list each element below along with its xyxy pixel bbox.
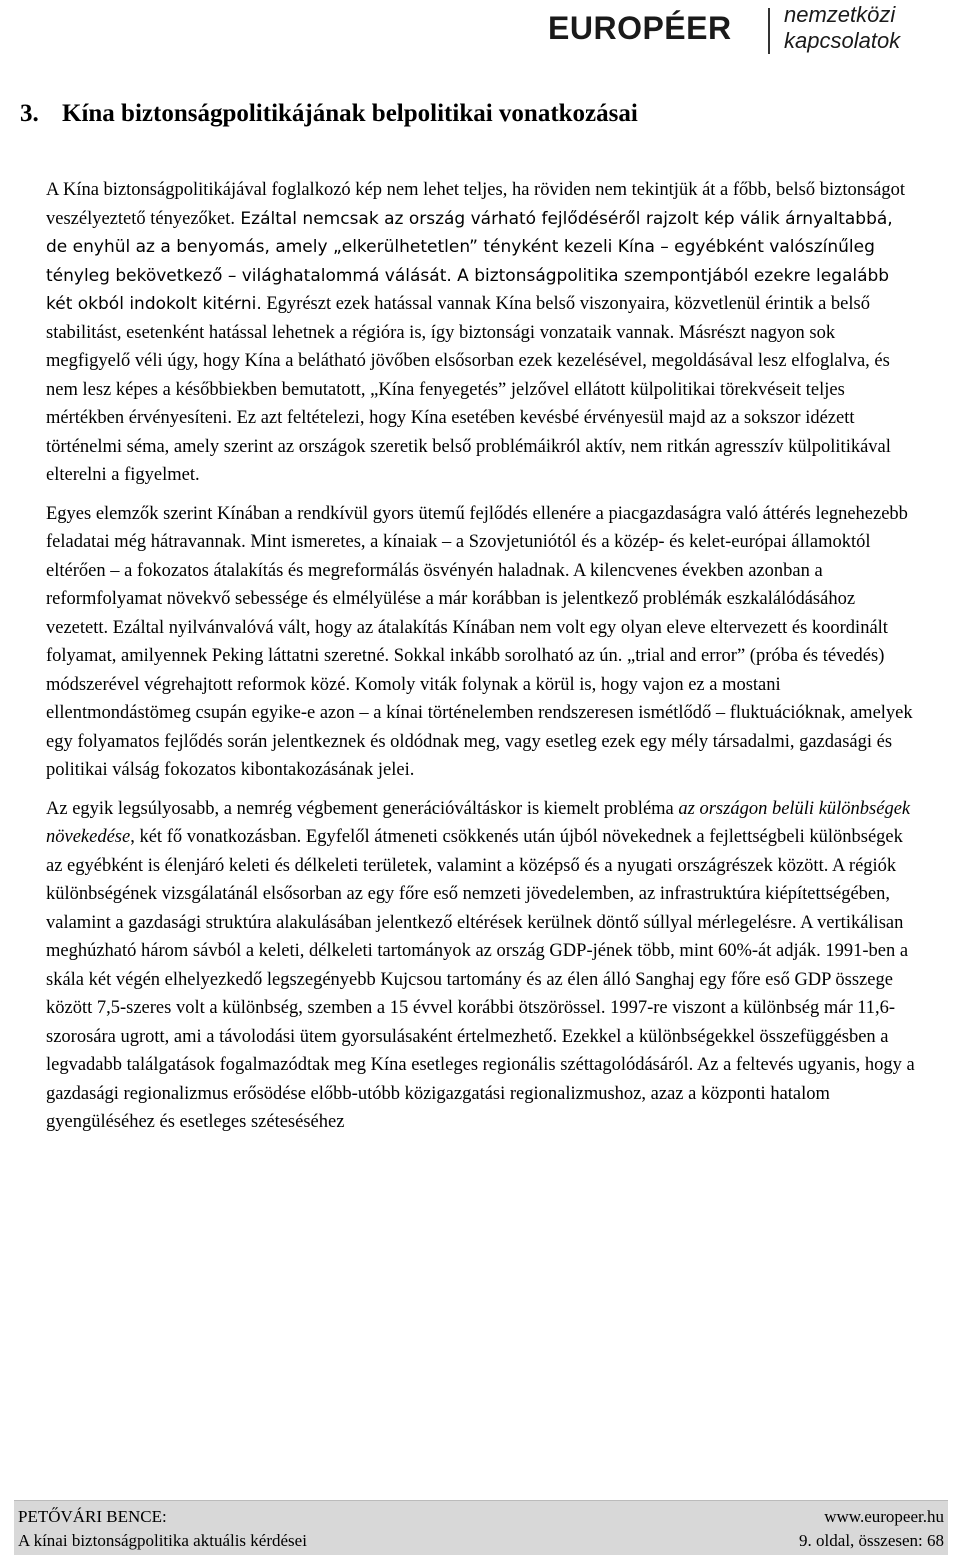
paragraph-3-part-b: , két fő vonatkozásban. Egyfelől átmeneti csökkenés után újból növekednek a fejlettségbeli különbségek az egyébként is élenjáró keleti és délkeleti területek, valamint a középső és a nyugati országrészek között. A régiók különbségének vizsgálatánál elsősorban az egy főre eső nemzeti jövedelemben, az infrastruktúra kiépítettségében, valamint a gazdasági struktúra alakulásában jelentkező eltérések kerülnek döntő súllyal mérlegelésre. A vertikálisan meghúzható három sávból a keleti, délkeleti tartományok az ország GDP-jének több, mint 60%-át adják. 1991-ben a skála két végén elhelyezkedő legszegényebb Kujcsou tartomány és az élen álló Sanghaj egy főre eső GDP összege között 7,5-szeres volt a különbség, szemben a 15 évvel korábbi ötszörössel. 1997-re viszont a különbség már 11,6-szorosára ugrott, ami a távolodási ütem gyorsulásaként értelmezhető. Ezekkel a különbségekkel összefüggésben a legvadabb találgatások fogalmazódtak meg Kína esetleges regionális széttagolódásáról. Az a feltevés ugyanis, hogy a gazdasági regionalizmus erősödése előbb-utóbb közigazgatási regionalizmushoz, azaz a központi hatalom gyengüléséhez és esetleges széteséséhez <box>46 827 915 1132</box>
footer-website-link[interactable]: www.europeer.hu <box>824 1507 944 1526</box>
body-text <box>46 176 918 1137</box>
section-number: 3. <box>20 100 39 127</box>
logo-divider <box>768 8 770 54</box>
masthead <box>260 0 960 60</box>
paragraph-3-part-a: Az egyik legsúlyosabb, a nemrég végbement generációváltáskor is kiemelt probléma <box>46 798 679 819</box>
logo-subtitle-line2: kapcsolatok <box>784 28 901 53</box>
paragraph-3 <box>46 795 918 1137</box>
section-title: Kína biztonságpolitikájának belpolitikai vonatkozásai <box>62 100 638 127</box>
paragraph-2: Egyes elemzők szerint Kínában a rendkívül gyors ütemű fejlődés ellenére a piacgazdaságra való áttérés legnehezebb feladatai még hátravannak. Mint ismeretes, a kínaiak – a Szovjetuniótól és a közép- és kelet-európai államoktól eltérően – a fokozatos átalakítás és megreformálás ösvényén haladnak. A kilencvenes években azonban a reformfolyamat növekvő sebessége és elmélyülése a már korábban is jelentkező problémák eszkalálódásához vezetett. Ezáltal nyilvánvalóvá vált, hogy az átalakítás Kínában nem volt egy olyan eleve eltervezett és koordinált folyamat, amilyennek Peking láttatni szeretné. Sokkal inkább sorolható az ún. „trial and error” (próba és tévedés) módszerével végrehajtott reformok közé. Komoly viták folynak a körül is, hogy vajon ez a mostani ellentmondástömeg csupán egyike-e azon – a kínai történelemben rendszeresen ismétlődő – fluktuációknak, amelyek egy folyamatos fejlődés során jelentkeznek és oldódnak meg, vagy esetleg ezek egy mély társadalmi, gazdasági és politikai válság fokozatos kibontakozásának jelei. <box>46 503 913 780</box>
footer-left <box>18 1505 307 1553</box>
footer-doc-title: A kínai biztonságpolitika aktuális kérdései <box>18 1531 307 1550</box>
footer-author: PETŐVÁRI BENCE: <box>18 1507 167 1526</box>
footer-right <box>799 1505 944 1553</box>
paragraph-1 <box>46 176 918 490</box>
paragraph-1-part-a: A Kína biztonságpolitikájával foglalkozó kép nem lehet teljes, ha röviden nem tekintjük át a főbb, belső biztonságot veszélyeztető tényezőket. <box>46 180 906 229</box>
logo-subtitle-line1: nemzetközi <box>784 2 896 27</box>
footer-page-info: 9. oldal, összesen: 68 <box>799 1531 944 1550</box>
paragraph-3-emphasis: az országon belüli különbségek növekedése <box>46 798 911 847</box>
page-footer <box>14 1500 948 1555</box>
paragraph-1-part-b: Ezáltal nemcsak az ország várható fejlődéséről rajzolt kép válik árnyaltabbá, de enyhül az a benyomás, amely „elkerülhetetlen” tényként kezeli Kína – egyébként valószínűleg tényleg bekövetkező – világhatalommá válását. A biztonságpolitika szempontjából ezekre legalább két okból indokolt kitérni. <box>46 208 893 314</box>
section-heading <box>20 100 638 128</box>
logo-subtitle <box>784 2 900 54</box>
paragraph-1-part-c: Egyrészt ezek hatással vannak Kína belső viszonyaira, közvetlenül érintik a belső stabilitást, esetenként hatással lehetnek a régióra is, így biztonsági vonzataik vannak. Másrészt nagyon sok megfigyelő véli úgy, hogy Kína a belátható jövőben elsősorban ezek kezelésével, megoldásával lesz elfoglalva, és nem lesz képes a későbbiekben bemutatott, „Kína fenyegetés” jelzővel ellátott külpolitikai törekvéseit teljes mértékben érvényesíteni. Ez azt feltételezi, hogy Kína esetében kevésbé érvényesül majd az a sokszor idézett történelmi séma, amely szerint az országok szeretik belső problémáikról aktív, nem ritkán agresszív külpolitikával elterelni a figyelmet. <box>46 294 891 485</box>
logo-europeer: EUROPÉER <box>548 10 732 46</box>
